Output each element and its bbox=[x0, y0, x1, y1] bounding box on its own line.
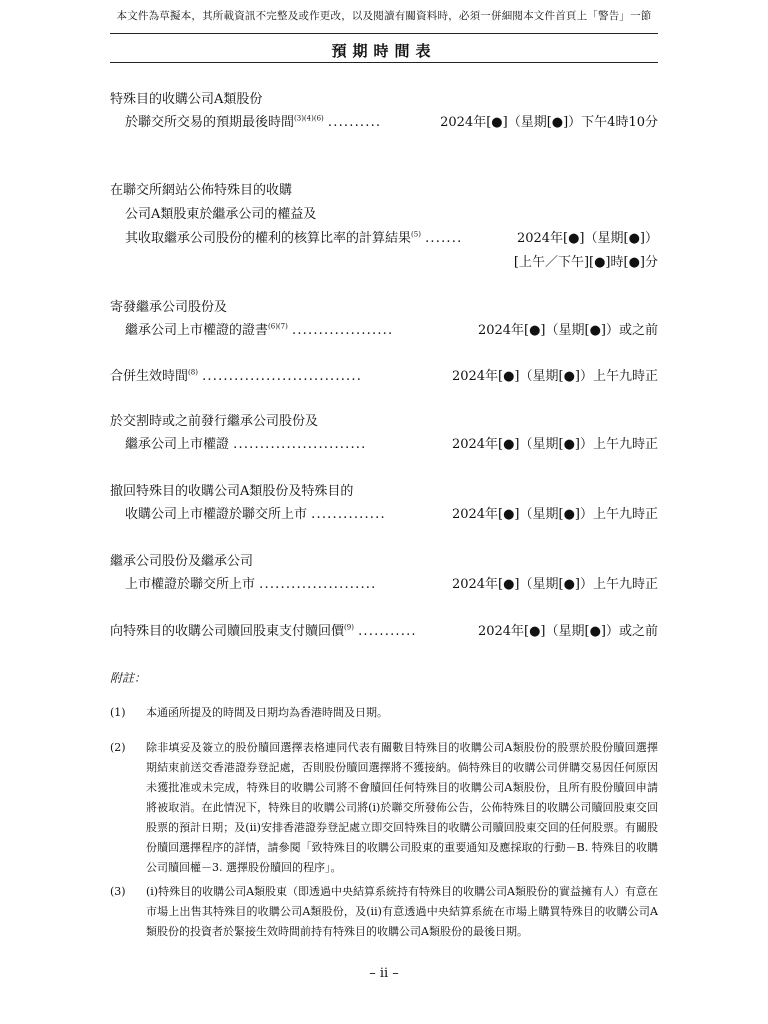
schedule-item-1-value: 2024年[●]（星期[●]）下午4時10分 bbox=[436, 113, 658, 133]
page-number: – ii – bbox=[369, 966, 399, 981]
notes-heading: 附註： bbox=[110, 671, 147, 685]
note-3-number: (3) bbox=[110, 885, 126, 898]
schedule-item-3-value: 2024年[●]（星期[●]）或之前 bbox=[474, 321, 658, 341]
schedule-item-4-value: 2024年[●]（星期[●]）上午九時正 bbox=[448, 367, 658, 387]
note-1-text: 本通函所提及的時間及日期均為香港時間及日期。 bbox=[146, 706, 388, 719]
schedule-item-7-value: 2024年[●]（星期[●]）上午九時正 bbox=[448, 575, 658, 595]
schedule-item-6-value: 2024年[●]（星期[●]）上午九時正 bbox=[448, 505, 658, 525]
section-title: 預期時間表 bbox=[331, 42, 437, 60]
schedule-item-1-line-1: 特殊目的收購公司A類股份 bbox=[110, 92, 263, 107]
schedule-item-8-value: 2024年[●]（星期[●]）或之前 bbox=[474, 622, 658, 642]
schedule-item-2-line-2: 公司A類股東於繼承公司的權益及 bbox=[125, 207, 317, 222]
schedule-item-1-last-line: 於聯交所交易的預期最後時間$^{(3)(4)(6)}$ .......... 2024年[●]（星期[●]）下午4時10分 bbox=[125, 113, 658, 133]
note-3-text: (i)特殊目的收購公司A類股東（即透過中央結算系統持有特殊目的收購公司A類股份的實益擁有人）有意在市場上出售其特殊目的收購公司A類股份，及(ii)有意透過中央結算系統在市場上購買特殊目的收購公司A類股份的投資者於緊接生效時間前持有特殊目的收購公司A類股份的最後日期。 bbox=[146, 885, 658, 938]
schedule-item-4-last-line: 合併生效時間$^{(8)}$ .............................. 2024年[●]（星期[●]）上午九時正 bbox=[110, 367, 658, 387]
schedule-item-2-last-line: 其收取繼承公司股份的權利的核算比率的計算結果$^{(5)}$ ....... 2024年[●]（星期[●]） bbox=[125, 229, 658, 249]
note-1-number: (1) bbox=[110, 706, 126, 719]
title-rule bbox=[110, 62, 658, 63]
top-rule bbox=[110, 33, 658, 34]
schedule-item-2-continuation: [上午／下午][●]時[●]分 bbox=[513, 255, 658, 270]
schedule-item-7-last-line: 上市權證於聯交所上市 ...................... 2024年[●]（星期[●]）上午九時正 bbox=[125, 575, 658, 595]
draft-notice: 本文件為草擬本，其所載資訊不完整及或作更改，以及閱讀有關資料時，必須一併細閱本文件首頁上「警告」一節 bbox=[116, 10, 652, 22]
schedule-item-6-line-1: 撤回特殊目的收購公司A類股份及特殊目的 bbox=[110, 484, 354, 499]
schedule-item-2-line-1: 在聯交所網站公佈特殊目的收購 bbox=[110, 183, 293, 198]
schedule-item-2-value: 2024年[●]（星期[●]） bbox=[513, 229, 658, 249]
schedule-item-5-line-1: 於交割時或之前發行繼承公司股份及 bbox=[110, 414, 319, 429]
note-2-text: 除非填妥及簽立的股份贖回選擇表格連同代表有關數目特殊目的收購公司A類股份的股票於股份贖回選擇期結束前送交香港證券登記處，否則股份贖回選擇將不獲接納。倘特殊目的收購公司併購交易因任何原因未獲批准或未完成，特殊目的收購公司將不會贖回任何特殊目的收購公司A類股份，且所有股份贖回申請將被取消。在此情況下，特殊目的收購公司將(i)於聯交所發佈公告，公佈特殊目的收購公司贖回股東交回股票的預計日期；及(ii)安排香港證券登記處立即交回特殊目的收購公司贖回股東交回的任何股票。有關股份贖回選擇程序的詳情，請參閱「致特殊目的收購公司股東的重要通知及應採取的行動－B. 特殊目的收購公司贖回權－3. 選擇股份贖回的程序」。 bbox=[146, 741, 658, 874]
schedule-item-7-line-1: 繼承公司股份及繼承公司 bbox=[110, 554, 254, 569]
schedule-item-3-line-1: 寄發繼承公司股份及 bbox=[110, 300, 228, 315]
schedule-item-8-last-line: 向特殊目的收購公司贖回股東支付贖回價$^{(9)}$ ........... 2024年[●]（星期[●]）或之前 bbox=[110, 622, 658, 642]
note-2-number: (2) bbox=[110, 741, 126, 754]
schedule-item-6-last-line: 收購公司上市權證於聯交所上市 .............. 2024年[●]（星期[●]）上午九時正 bbox=[125, 505, 658, 525]
schedule-item-5-value: 2024年[●]（星期[●]）上午九時正 bbox=[448, 435, 658, 455]
schedule-item-5-last-line: 繼承公司上市權證 ......................... 2024年[●]（星期[●]）上午九時正 bbox=[125, 435, 658, 455]
schedule-item-3-last-line: 繼承公司上市權證的證書$^{(6)(7)}$ ................... 2024年[●]（星期[●]）或之前 bbox=[125, 321, 658, 341]
